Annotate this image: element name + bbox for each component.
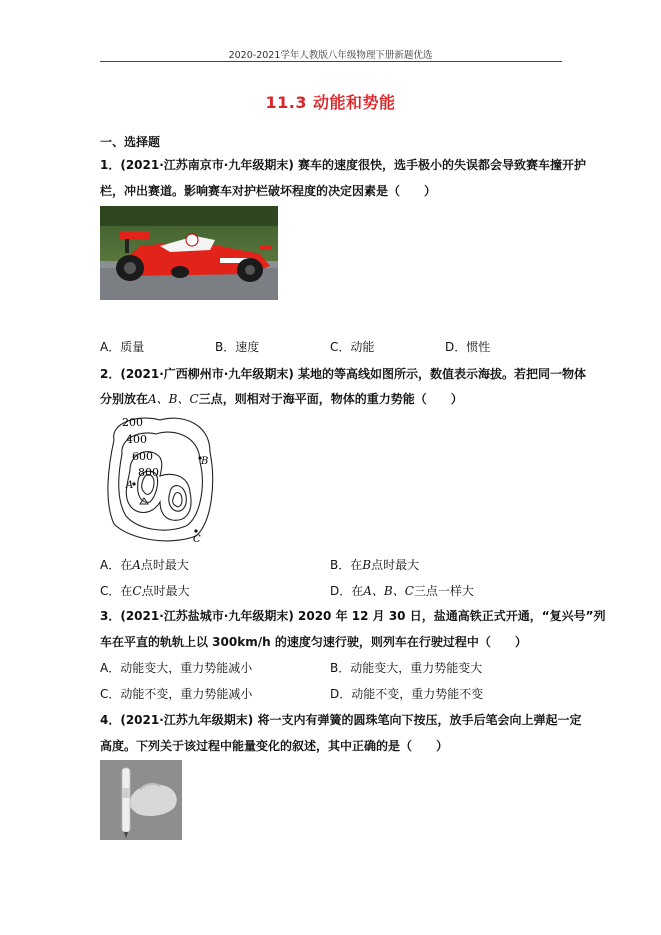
q2-option-a-point: A — [132, 558, 141, 572]
q1-option-a: A．质量 — [100, 340, 145, 354]
header-divider — [100, 61, 562, 62]
q2-option-a-post: 点时最大 — [140, 558, 189, 572]
q4-line1: 4．(2021·江苏九年级期末) 将一支内有弹簧的圆珠笔向下按压，放手后笔会向上弹起一定 — [100, 713, 582, 727]
q2-option-d-point: A、B、C — [363, 584, 414, 598]
q2-option-c-pre: C．在 — [100, 584, 133, 598]
point-b-label: B — [201, 456, 209, 467]
q2-line2-pre: 分别放在 — [100, 392, 149, 406]
q3-option-c: C．动能不变，重力势能减小 — [100, 687, 253, 701]
contour-map — [100, 412, 220, 547]
q1-line2: 栏，冲出赛道。影响赛车对护栏破坏程度的决定因素是（ ） — [100, 184, 437, 198]
q2-option-c-post: 点时最大 — [141, 584, 190, 598]
q2-option-c — [100, 582, 190, 599]
q3-line1: 3．(2021·江苏盐城市·九年级期末) 2020 年 12 月 30 日，盐通高铁正式开通，“复兴号”列 — [100, 609, 606, 623]
q2-option-c-point: C — [132, 584, 142, 598]
q1-line1: 1．(2021·江苏南京市·九年级期末) 赛车的速度很快，选手极小的失误都会导致赛车撞开护 — [100, 158, 587, 172]
contour-label-400: 400 — [126, 433, 147, 446]
q2-option-d-post: 三点一样大 — [413, 584, 474, 598]
contour-label-200: 200 — [122, 416, 143, 429]
page-title: 11.3 动能和势能 — [265, 93, 396, 112]
contour-label-800: 800 — [138, 466, 159, 479]
q2-line2-points: A、B、C — [148, 392, 199, 406]
page-header: 2020-2021学年人教版八年级物理下册新题优选 — [228, 50, 433, 61]
q2-option-b-point: B — [362, 558, 372, 572]
q2-option-a-pre: A．在 — [100, 558, 133, 572]
section-heading: 一、选择题 — [100, 135, 161, 149]
q3-option-b: B．动能变大，重力势能变大 — [330, 661, 483, 675]
q2-line2 — [100, 390, 463, 407]
race-car-photo — [100, 206, 278, 300]
contour-label-600: 600 — [132, 450, 153, 463]
q2-option-b-post: 点时最大 — [371, 558, 420, 572]
q3-option-d: D．动能不变，重力势能不变 — [330, 687, 484, 701]
point-c-label: C — [193, 534, 201, 545]
q2-option-a — [100, 556, 189, 573]
q1-option-d: D．惯性 — [445, 340, 491, 354]
q2-line2-post: 三点，则相对于海平面，物体的重力势能（ ） — [198, 392, 463, 406]
q3-line2: 车在平直的轨轨上以 300km/h 的速度匀速行驶，则列车在行驶过程中（ ） — [100, 635, 527, 649]
pen-press-photo — [100, 760, 182, 840]
q1-option-b: B．速度 — [215, 340, 260, 354]
q2-option-b-pre: B．在 — [330, 558, 363, 572]
q2-option-b — [330, 556, 419, 573]
q2-option-d — [330, 582, 474, 599]
point-a-label: A — [126, 480, 134, 491]
q3-option-a: A．动能变大，重力势能减小 — [100, 661, 253, 675]
q1-option-c: C．动能 — [330, 340, 375, 354]
q4-line2: 高度。下列关于该过程中能量变化的叙述，其中正确的是（ ） — [100, 739, 449, 753]
q2-option-d-pre: D．在 — [330, 584, 364, 598]
q2-line1: 2．(2021·广西柳州市·九年级期末) 某地的等高线如图所示，数值表示海拔。若把同一物体 — [100, 367, 587, 381]
